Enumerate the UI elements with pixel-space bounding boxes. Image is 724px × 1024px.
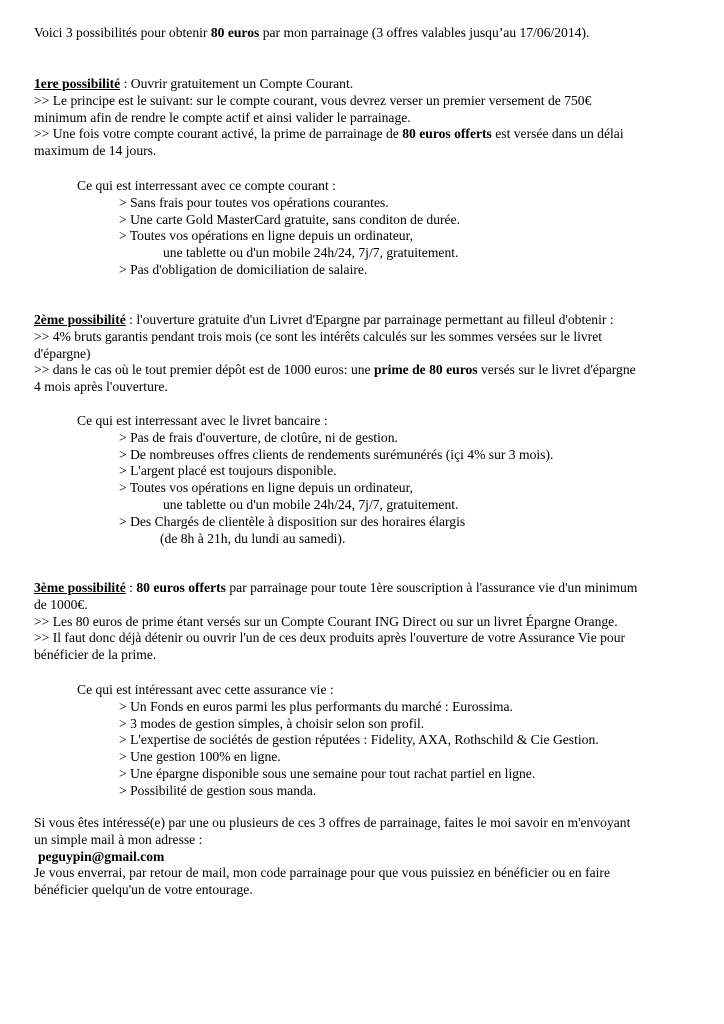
offer3-heading-separator: : [125,580,137,595]
offer3-heading-line [34,580,694,597]
intro-paragraph [34,25,694,42]
offer2-heading-rest: : l'ouverture gratuite d'un Livret d'Epargne par parrainage permettant au filleul d'obtenir : [125,312,614,327]
offer2-bullet: > Pas de frais d'ouverture, de clotûre, ni de gestion. [119,429,398,445]
offer1-bullet: > Une carte Gold MasterCard gratuite, sans conditon de durée. [119,211,460,227]
offer3-bullet: > L'expertise de sociétés de gestion réputées : Fidelity, AXA, Rothschild & Cie Gestion. [119,732,599,748]
offer1-bullet-continuation: une tablette ou d'un mobile 24h/24, 7j/7, gratuitement. [163,245,459,261]
offer2-section [34,312,694,396]
closing-line2: un simple mail à mon adresse : [34,831,203,847]
offer3-prime-line: >> Les 80 euros de prime étant versés sur un Compte Courant ING Direct ou sur un livret Épargne Orange. [34,613,618,629]
offer1-section [34,76,694,160]
offer3-interest-label: Ce qui est intéressant avec cette assurance vie : [77,682,334,697]
offer1-principle-line2: minimum afin de rendre le compte actif et ainsi valider le parrainage. [34,109,411,125]
offer3-amount: 80 euros offerts [136,580,226,595]
intro-text: Voici 3 possibilités pour obtenir [34,25,211,40]
offer3-heading: 3ème possibilité [34,580,126,595]
intro-text-end: par mon parrainage (3 offres valables jusqu’au 17/06/2014). [259,25,590,40]
offer1-benefits [34,178,694,279]
closing-line1: Si vous êtes intéressé(e) par une ou plusieurs de ces 3 offres de parrainage, faites le moi savoir en m'envoyant [34,815,631,830]
intro-amount: 80 euros [210,25,260,40]
offer2-bonus-text: >> dans le cas où le tout premier dépôt est de 1000 euros: une [34,362,374,378]
offer3-bullet: > 3 modes de gestion simples, à choisir selon son profil. [119,715,425,731]
offer2-bonus-line [34,362,694,379]
offer1-bonus-line2: maximum de 14 jours. [34,143,157,159]
offer1-bullet: > Pas d'obligation de domiciliation de salaire. [119,261,368,277]
contact-email[interactable]: peguypin@gmail.com [38,848,165,864]
offer1-heading-rest: : Ouvrir gratuitement un Compte Courant. [120,76,354,91]
offer1-bonus-text: >> Une fois votre compte courant activé, la prime de parrainage de [34,126,403,142]
offer2-bonus-line2: 4 mois après l'ouverture. [34,379,168,395]
offer1-heading-line [34,76,694,93]
offer2-interest-label: Ce qui est interressant avec le livret bancaire : [77,413,328,428]
offer2-bullet-continuation: une tablette ou d'un mobile 24h/24, 7j/7, gratuitement. [163,496,459,512]
offer3-bullet: > Possibilité de gestion sous manda. [119,782,317,798]
offer3-bullet: > Une gestion 100% en ligne. [119,749,281,765]
offer2-bonus-text-end: versés sur le livret d'épargne [477,362,636,378]
offer3-condition-line1: >> Il faut donc déjà détenir ou ouvrir l'un de ces deux produits après l'ouverture de votre Assurance Vie pour [34,630,626,646]
offer2-heading: 2ème possibilité [34,312,126,327]
offer2-bonus-amount: prime de 80 euros [373,362,478,378]
offer2-heading-line [34,312,694,329]
offer2-bullet: > Toutes vos opérations en ligne depuis un ordinateur, [119,480,413,496]
offer1-bonus-line [34,126,694,143]
offer3-heading-rest: par parrainage pour toute 1ère souscription à l'assurance vie d'un minimum [225,580,638,595]
offer3-section [34,580,694,664]
offer2-benefits [34,413,694,547]
intro-line [34,25,694,42]
offer2-bullet: > Des Chargés de clientèle à disposition sur des horaires élargis [119,513,466,529]
offer3-benefits [34,682,694,800]
offer1-bullet: > Sans frais pour toutes vos opérations courantes. [119,194,389,210]
offer2-bullet: > L'argent placé est toujours disponible. [119,463,337,479]
offer1-bonus-text-end: est versée dans un délai [491,126,624,142]
offer2-rate-line2: d'épargne) [34,345,91,361]
offer1-heading: 1ere possibilité [34,76,121,91]
offer3-heading-line2: de 1000€. [34,596,88,612]
offer3-bullet: > Un Fonds en euros parmi les plus performants du marché : Eurossima. [119,698,513,714]
closing-line3: Je vous enverrai, par retour de mail, mon code parrainage pour que vous puissiez en bénéficier ou en faire [34,865,610,881]
offer2-bullet-continuation: (de 8h à 21h, du lundi au samedi). [160,530,346,546]
closing-line4: bénéficier quelqu'un de votre entourage. [34,882,253,898]
offer2-rate-line1: >> 4% bruts garantis pendant trois mois (ce sont les intérêts calculés sur les sommes versées sur le livret [34,328,603,344]
offer1-bonus-amount: 80 euros offerts [402,126,492,142]
offer1-bullet: > Toutes vos opérations en ligne depuis un ordinateur, [119,228,413,244]
offer3-bullet: > Une épargne disponible sous une semaine pour tout rachat partiel en ligne. [119,765,536,781]
closing-section [34,815,694,899]
offer3-condition-line2: bénéficier de la prime. [34,647,157,663]
offer1-principle-line1: >> Le principe est le suivant: sur le compte courant, vous devrez verser un premier versement de 750€ [34,92,592,108]
offer2-bullet: > De nombreuses offres clients de rendements surémunérés (içi 4% sur 3 mois). [119,446,554,462]
offer1-interest-label: Ce qui est interressant avec ce compte courant : [77,178,336,193]
